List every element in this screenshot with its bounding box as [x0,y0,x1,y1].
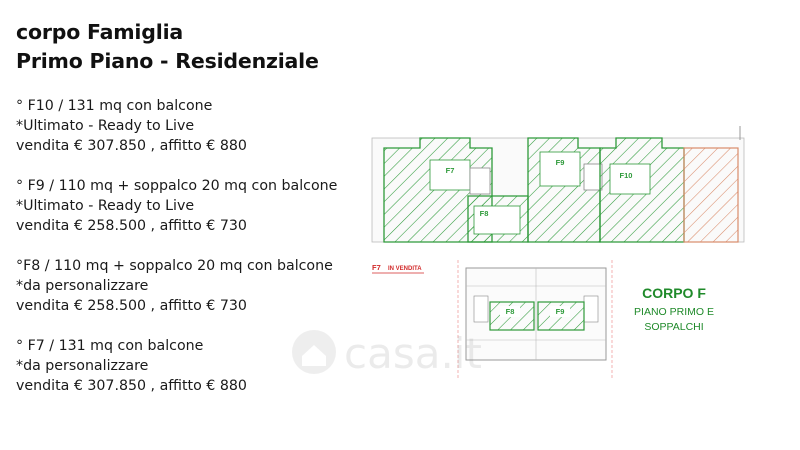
corpo-caption [634,285,714,333]
unit-f8-spec: °F8 / 110 mq + soppalco 20 mq con balcone [16,258,333,274]
unit-f7-price: vendita € 307.850 , affitto € 880 [16,378,247,394]
unit-f8-price: vendita € 258.500 , affitto € 730 [16,298,247,314]
page-title-line1: corpo Famiglia [16,20,184,44]
unit-f10-status: *Ultimato - Ready to Live [16,118,195,134]
lower-stair-right [584,296,598,322]
unit-f10-price: vendita € 307.850 , affitto € 880 [16,138,247,154]
unit-f8-status: *da personalizzare [16,278,149,294]
unit-f9-spec: ° F9 / 110 mq + soppalco 20 mq con balcone [16,178,338,194]
upper-floor-plan [372,126,744,242]
corpo-subtitle-2: SOPPALCHI [644,321,704,333]
sale-marker-text: IN VENDITA [388,266,422,272]
watermark-text: casa.it [344,329,482,378]
lower-stair-left [474,296,488,322]
stair-right [584,164,602,190]
sale-marker [372,263,424,273]
unit-f7-spec: ° F7 / 131 mq con balcone [16,338,204,354]
unit-f9-price: vendita € 258.500 , affitto € 730 [16,218,247,234]
stair-left [470,168,490,194]
unit-f9-label: F9 [555,158,565,167]
sale-marker-code: F7 [372,263,381,272]
unit-f8-label: F8 [479,209,489,218]
watermark [292,329,482,378]
unit-f10-label: F10 [619,171,633,180]
lower-unit-f9-label: F9 [555,307,565,316]
lower-unit-f8-label: F8 [505,307,515,316]
unit-f7-label: F7 [445,166,455,175]
page-title-line2: Primo Piano - Residenziale [16,49,319,73]
corpo-subtitle-1: PIANO PRIMO E [634,306,714,318]
unit-f9-status: *Ultimato - Ready to Live [16,198,195,214]
unit-f7-status: *da personalizzare [16,358,149,374]
unit-f7-label-box [430,160,470,190]
adjacent-unit-area [684,148,738,242]
corpo-title: CORPO F [642,285,706,301]
unit-f10-spec: ° F10 / 131 mq con balcone [16,98,213,114]
